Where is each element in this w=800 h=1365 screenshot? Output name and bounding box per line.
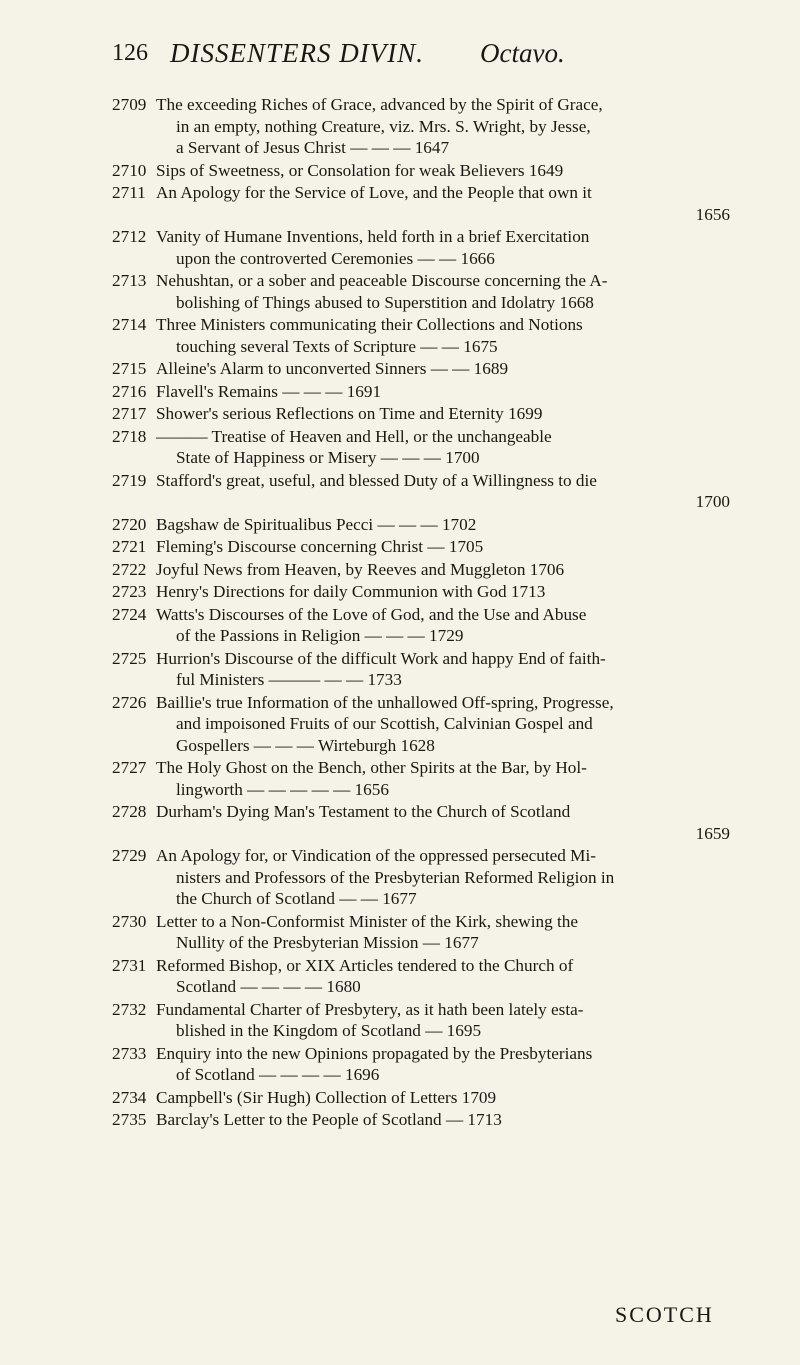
catalogue-entry — [112, 1087, 730, 1109]
entry-number: 2729 — [112, 846, 147, 865]
entry-number: 2717 — [112, 404, 147, 423]
entry-line: Durham's Dying Man's Testament to the Church of Scotland — [156, 802, 571, 821]
catalogue-entry — [112, 801, 730, 844]
entry-number: 2730 — [112, 911, 147, 931]
entry-line: Fundamental Charter of Presbytery, as it hath been lately esta- — [156, 999, 584, 1019]
entry-line: blished in the Kingdom of Scotland — 1695 — [176, 1021, 482, 1040]
catalogue-entry — [112, 581, 730, 603]
entry-line: Sips of Sweetness, or Consolation for weak Believers 1649 — [156, 160, 564, 180]
entry-number: 2734 — [112, 1087, 147, 1107]
entry-number: 2726 — [112, 692, 147, 712]
entry-number: 2733 — [112, 1043, 147, 1063]
entry-number: 2713 — [112, 271, 147, 290]
entry-number: 2728 — [112, 802, 147, 821]
entry-line: Letter to a Non-Conformist Minister of the Kirk, shewing the — [156, 911, 578, 931]
entry-line: Alleine's Alarm to unconverted Sinners — — 1689 — [156, 359, 509, 378]
entry-line: of Scotland — — — — 1696 — [176, 1065, 380, 1084]
entry-line: the Church of Scotland — — 1677 — [176, 889, 417, 908]
entry-line: Shower's serious Reflections on Time and Eternity 1699 — [156, 404, 543, 423]
entry-line: a Servant of Jesus Christ — — — 1647 — [176, 138, 450, 157]
entry-line: Hurrion's Discourse of the difficult Work and happy End of faith- — [156, 648, 606, 668]
catalogue-entry — [112, 94, 730, 159]
catalogue-entry — [112, 270, 730, 313]
catalogue-entry — [112, 381, 730, 403]
entry-line: The exceeding Riches of Grace, advanced by the Spirit of Grace, — [156, 95, 603, 114]
catalogue-entry — [112, 1109, 730, 1131]
entry-line: Three Ministers communicating their Collections and Notions — [156, 315, 583, 334]
catalogue-entry — [112, 692, 730, 757]
entry-line: 1700 — [695, 492, 730, 511]
entry-line: Campbell's (Sir Hugh) Collection of Letters 1709 — [156, 1087, 497, 1107]
entry-line: Henry's Directions for daily Communion with God 1713 — [156, 582, 546, 601]
catalogue-entry — [112, 470, 730, 513]
entry-number: 2731 — [112, 955, 147, 975]
catalogue-entry — [112, 1043, 730, 1086]
entry-number: 2712 — [112, 227, 147, 246]
catalogue-entry — [112, 648, 730, 691]
page-number: 126 — [112, 40, 148, 66]
entry-line: in an empty, nothing Creature, viz. Mrs. S. Wright, by Jesse, — [176, 116, 591, 136]
entry-number: 2719 — [112, 470, 147, 490]
entry-line: Stafford's great, useful, and blessed Duty of a Willingness to die — [156, 470, 597, 490]
entry-line: Barclay's Letter to the People of Scotland — 1713 — [156, 1110, 502, 1129]
format-label: Octavo. — [480, 38, 565, 68]
entry-number: 2714 — [112, 315, 147, 334]
entry-line: touching several Texts of Scripture — — 1675 — [176, 336, 498, 356]
entry-line: nisters and Professors of the Presbyterian Reformed Religion in — [176, 867, 615, 887]
entry-number: 2715 — [112, 359, 147, 378]
catalogue-entry — [112, 160, 730, 182]
entry-number: 2720 — [112, 514, 147, 534]
catalogue-entry — [112, 999, 730, 1042]
entry-line: lingworth — — — — — 1656 — [176, 779, 389, 799]
catalogue-entry — [112, 314, 730, 357]
entry-line: Baillie's true Information of the unhallowed Off-spring, Progresse, — [156, 692, 614, 712]
entry-line: Bagshaw de Spiritualibus Pecci — — — 1702 — [156, 514, 477, 534]
entry-line: Reformed Bishop, or XIX Articles tendered to the Church of — [156, 955, 574, 975]
entry-number: 2710 — [112, 160, 147, 180]
entry-number: 2711 — [112, 183, 146, 202]
entry-line: Nehushtan, or a sober and peaceable Discourse concerning the A- — [156, 271, 608, 290]
running-title: DISSENTERS DIVIN. — [170, 38, 424, 68]
entry-line: Fleming's Discourse concerning Christ — 1705 — [156, 537, 484, 556]
entry-line: of the Passions in Religion — — — 1729 — [176, 626, 464, 645]
entry-line: 1659 — [695, 823, 730, 843]
entry-number: 2716 — [112, 381, 147, 401]
entry-line: Joyful News from Heaven, by Reeves and Muggleton 1706 — [156, 559, 565, 579]
entry-line: Enquiry into the new Opinions propagated by the Presbyterians — [156, 1043, 593, 1063]
entry-line: bolishing of Things abused to Superstition and Idolatry 1668 — [176, 292, 594, 312]
entry-line: Watts's Discourses of the Love of God, and the Use and Abuse — [156, 604, 587, 624]
entry-line: The Holy Ghost on the Bench, other Spirits at the Bar, by Hol- — [156, 758, 587, 777]
catalogue-entry — [112, 911, 730, 954]
entry-line: ——— Treatise of Heaven and Hell, or the unchangeable — [156, 426, 552, 446]
entry-line: State of Happiness or Misery — — — 1700 — [176, 448, 480, 467]
catalogue-entry — [112, 559, 730, 581]
catalogue-entry — [112, 955, 730, 998]
catalogue-entry — [112, 604, 730, 647]
entry-number: 2723 — [112, 582, 147, 601]
catalogue-entry — [112, 182, 730, 225]
entry-line: Nullity of the Presbyterian Mission — 1677 — [176, 933, 479, 952]
entry-line: ful Ministers ——— — — 1733 — [176, 670, 402, 689]
catalogue-entry — [112, 536, 730, 558]
page-header — [112, 36, 732, 76]
catalogue-entry — [112, 426, 730, 469]
entry-number: 2724 — [112, 604, 147, 624]
catalogue-entry — [112, 514, 730, 536]
entry-number: 2718 — [112, 426, 147, 446]
entry-line: Scotland — — — — 1680 — [176, 977, 361, 996]
entry-line: and impoisoned Fruits of our Scottish, Calvinian Gospel and — [176, 714, 593, 733]
entry-line: Flavell's Remains — — — 1691 — [156, 381, 382, 401]
entry-line: Gospellers — — — Wirteburgh 1628 — [176, 735, 435, 755]
entry-number: 2722 — [112, 559, 147, 579]
entry-line: upon the controverted Ceremonies — — 1666 — [176, 248, 495, 268]
catalogue-entry — [112, 358, 730, 380]
entry-line: An Apology for the Service of Love, and the People that own it — [156, 183, 592, 202]
catalogue-entry — [112, 757, 730, 800]
entry-number: 2709 — [112, 95, 147, 114]
catalogue-entry — [112, 845, 730, 910]
entry-line: An Apology for, or Vindication of the oppressed persecuted Mi- — [156, 846, 596, 865]
entry-line: Vanity of Humane Inventions, held forth in a brief Exercitation — [156, 227, 590, 246]
entry-number: 2725 — [112, 648, 147, 668]
entry-number: 2735 — [112, 1110, 147, 1129]
entry-line: 1656 — [695, 204, 730, 224]
entry-number: 2727 — [112, 758, 147, 777]
entry-number: 2721 — [112, 537, 147, 556]
entry-number: 2732 — [112, 999, 147, 1019]
catalogue-entry — [112, 226, 730, 269]
entry-list — [112, 94, 730, 1132]
catchword: SCOTCH — [615, 1302, 714, 1327]
catalogue-entry — [112, 403, 730, 425]
